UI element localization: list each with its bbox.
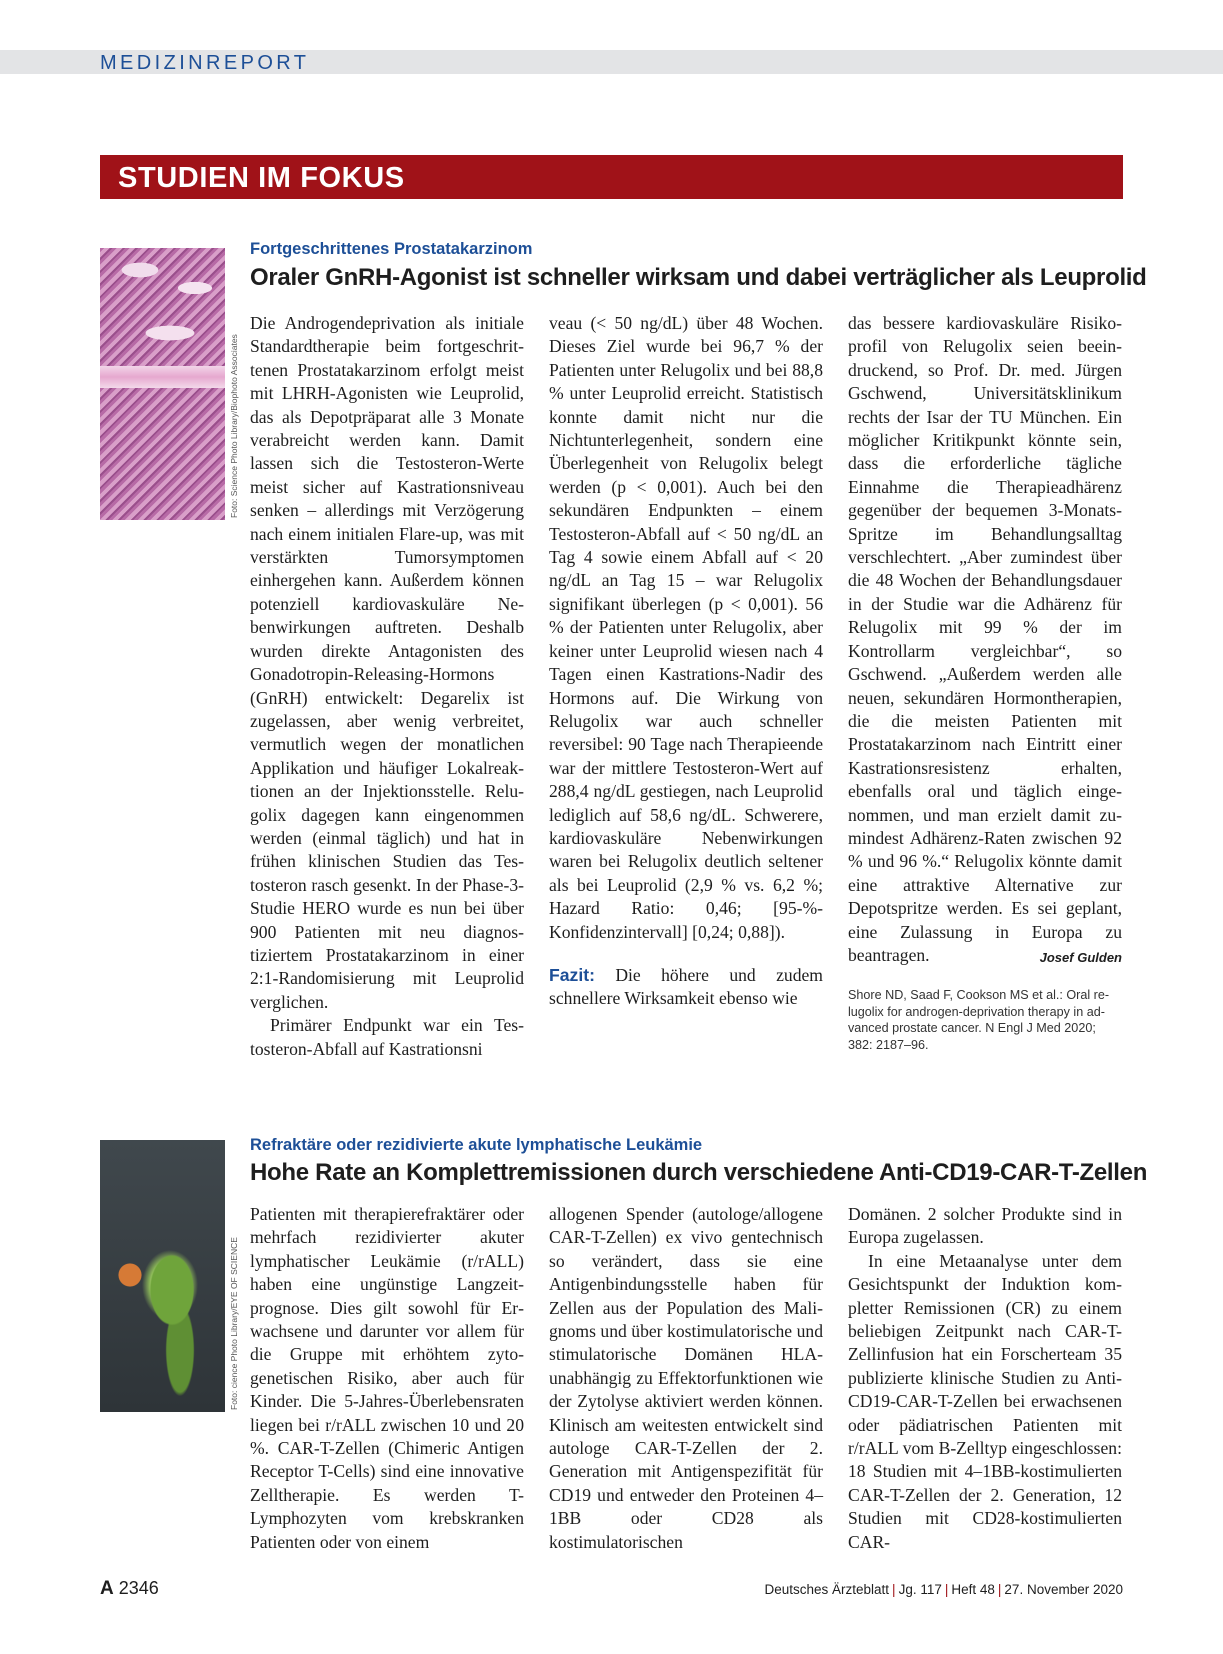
article-column-3 <box>848 1203 1122 1554</box>
car-t-cell-photo <box>100 1140 225 1412</box>
journal-name: Deutsches Ärzteblatt <box>764 1582 890 1597</box>
section-banner <box>100 155 1123 199</box>
footer-separator: | <box>892 1582 896 1597</box>
photo-credit: Foto: Science Photo Library/Biophoto Associates <box>229 334 239 518</box>
article-column-2 <box>549 1203 823 1554</box>
journal-date: 27. November 2020 <box>1004 1582 1123 1597</box>
section-label: MEDIZINREPORT <box>100 52 310 74</box>
paragraph: Domänen. 2 solcher Produkte sind in Europa zugelassen. <box>848 1204 1122 1248</box>
page-number-value: 2346 <box>118 1578 159 1598</box>
photo-credit: Foto: cience Photo Library/EYE OF SCIENCE <box>229 1237 239 1410</box>
footer-separator: | <box>944 1582 949 1597</box>
paragraph: allogenen Spender (autologe/allogene CAR-T-Zellen) ex vivo gentechnisch so verändert, dass sie eine Antigenbindungsstelle haben für Zellen aus der Population des Malignoms und über kostimulatorische und stimulatorische Domänen HLA-unabhängig zu Effektorfunktionen wie der Zytolyse aktiviert werden können. Klinisch am weitesten entwickelt sind autologe CAR-T-Zellen der 2. Generation mit Antigenspezifität für CD19 und entweder den Proteinen 4–1BB oder CD28 als kostimulatorischen <box>549 1204 823 1552</box>
article-kicker: Fortgeschrittenes Prostatakarzinom <box>250 240 533 258</box>
footer-separator: | <box>997 1582 1002 1597</box>
article-column-2 <box>549 312 823 1011</box>
article-column-1 <box>250 312 524 1061</box>
article-headline: Oraler GnRH-Agonist ist schneller wirksam und dabei verträglicher als Leuprolid <box>250 264 1147 291</box>
paragraph-text: das bessere kardiovaskuläre Risikoprofil von Relugolix seien beeindruckend, so Prof. Dr. med. Jürgen Gschwend, Universitätsklinikum rechts der Isar der TU München. Ein möglicher Kritikpunkt könnte sein, dass die erforderliche tägliche Einnahme die Therapieadhärenz gegenüber der bequemen 3-Monats-Spritze im Behandlungsalltag verschlechtert. „Aber zumindest über die 48 Wochen der Behandlungsdauer in der Studie war die Adhärenz für Relugolix mit 99 % der im Kontrollarm vergleichbar“, so Gschwend. „Außerdem werden alle neuen, sekundären Hormontherapien, die die meisten Patienten mit Prostatakarzinom nach Eintritt einer Kastrationsresistenz erhalten, ebenfalls oral und täglich eingenommen, und man erzielt damit zumindest Adhärenz-Raten zwischen 92 % und 96 %.“ Relugolix könnte damit eine attraktive Alternative zur Depotspritze werden. Es sei geplant, eine Zulassung in Europa zu beantragen. <box>848 313 1122 965</box>
paragraph: Primärer Endpunkt war ein Testosteron-Abfall auf Kastrationsni <box>250 1015 524 1059</box>
conclusion-paragraph <box>549 964 823 1011</box>
banner-title: STUDIEN IM FOKUS <box>118 162 405 194</box>
page-prefix: A <box>100 1578 114 1599</box>
page-number <box>100 1578 159 1600</box>
histology-photo <box>100 248 225 520</box>
journal-volume: Jg. 117 <box>898 1582 942 1597</box>
article-kicker: Refraktäre oder rezidivierte akute lymphatische Leukämie <box>250 1136 703 1154</box>
conclusion-text: Die höhere und zudem schnellere Wirksamkeit ebenso wie <box>549 964 823 1009</box>
paragraph: veau (< 50 ng/dL) über 48 Wochen. Dieses Ziel wurde bei 96,7 % der Patienten unter Relugolix und bei 88,8 % unter Leuprolid erreicht. Statistisch konnte damit nicht nur die Nichtunterlegenheit, sondern eine Überlegenheit von Relugolix belegt werden (p < 0,001). Auch bei den sekundären Endpunkten – einem Testosteron-Abfall auf < 50 ng/dL an Tag 4 sowie einem Abfall auf < 20 ng/dL an Tag 15 – war Relugolix signifikant überlegen (p < 0,001). 56 % der Patienten unter Relugolix, aber keiner unter Leuprolid wiesen nach 4 Tagen einen Kastrations-Nadir des Hormons auf. Die Wirkung von Relugolix war auch schneller reversibel: 90 Tage nach Therapieende war der mittlere Testosteron-Wert auf 288,4 ng/dL gestiegen, nach Leuprolid lediglich auf 58,6 ng/dL. Schwerere, kardiovaskuläre Nebenwirkungen waren bei Relugolix deutlich seltener als bei Leuprolid (2,9 % vs. 6,2 %; Hazard Ratio: 0,46; [95-%-Konfidenzintervall] [0,24; 0,88]). <box>549 313 823 942</box>
article-headline: Hohe Rate an Komplettremissionen durch verschiedene Anti-CD19-CAR-T-Zellen <box>250 1159 1148 1186</box>
conclusion-label: Fazit: <box>549 964 595 985</box>
paragraph: In eine Metaanalyse unter dem Gesichtspunkt der Induktion kompletter Remissionen (CR) zu einem beliebigen Zeitpunkt nach CAR-T-Zellinfusion hat ein Forscherteam 35 publizierte klinische Studien zu Anti-CD19-CAR-T-Zellen bei erwachsenen oder pädiatrischen Patienten mit r/rALL vom B-Zelltyp eingeschlossen: 18 Studien mit 4–1BB-kostimulierten CAR-T-Zellen der 2. Generation, 12 Studien mit CD28-kostimulierten CAR- <box>848 1250 1122 1552</box>
reference-citation: Shore ND, Saad F, Cookson MS et al.: Oral relugolix for androgen-deprivation therapy in advanced prostate cancer. N Engl J Med 2020; 382: 2187–96. <box>848 988 1110 1052</box>
journal-issue: Heft 48 <box>951 1582 995 1597</box>
paragraph <box>848 312 1122 967</box>
paragraph: Patienten mit therapierefraktärer oder mehrfach rezidivierter akuter lymphatischer Leukämie (r/rALL) haben eine ungünstige Langzeitprognose. Dies gilt sowohl für Erwachsene und darunter vor allem für die Gruppe mit erhöhtem zytogenetischen Risiko, aber auch für Kinder. Die 5-Jahres-Überlebensraten liegen bei r/rALL zwischen 10 und 20 %. CAR-T-Zellen (Chimeric Antigen Receptor T-Cells) sind eine innovative Zelltherapie. Es werden T-Lymphozyten vom krebskranken Patienten oder von einem <box>250 1204 524 1552</box>
paragraph: Die Androgendeprivation als initiale Standardtherapie beim fortgeschrittenen Prostatakarzinom erfolgt meist mit LHRH-Agonisten wie Leuprolid, das als Depotpräparat alle 3 Monate verabreicht werden kann. Damit lassen sich die Testosteron-Werte meist sicher auf Kastrationsniveau senken – allerdings mit Verzögerung nach einem initialen Flare-up, was mit verstärkten Tumorsymptomen einhergehen kann. Außerdem können potenziell kardiovaskuläre Nebenwirkungen auftreten. Deshalb wurden direkte Antagonisten des Gonadotropin-Releasing-Hormons (GnRH) entwickelt: Degarelix ist zugelassen, aber wenig verbreitet, vermutlich wegen der monatlichen Applikation und häufiger Lokalreaktionen an der Injektionsstelle. Relugolix dagegen kann eingenommen werden (einmal täglich) und hat in frühen klinischen Studien das Testosteron rasch gesenkt. In der Phase-3-Studie HERO wurde es nun bei über 900 Patienten mit neu diagnostiziertem Prostatakarzinom in einer 2:1-Randomisierung mit Leuprolid verglichen. <box>250 313 524 1012</box>
journal-footer <box>764 1582 1123 1597</box>
article-column-3 <box>848 312 1122 1053</box>
author-name: Josef Gulden <box>1039 949 1122 965</box>
article-column-1 <box>250 1203 524 1554</box>
